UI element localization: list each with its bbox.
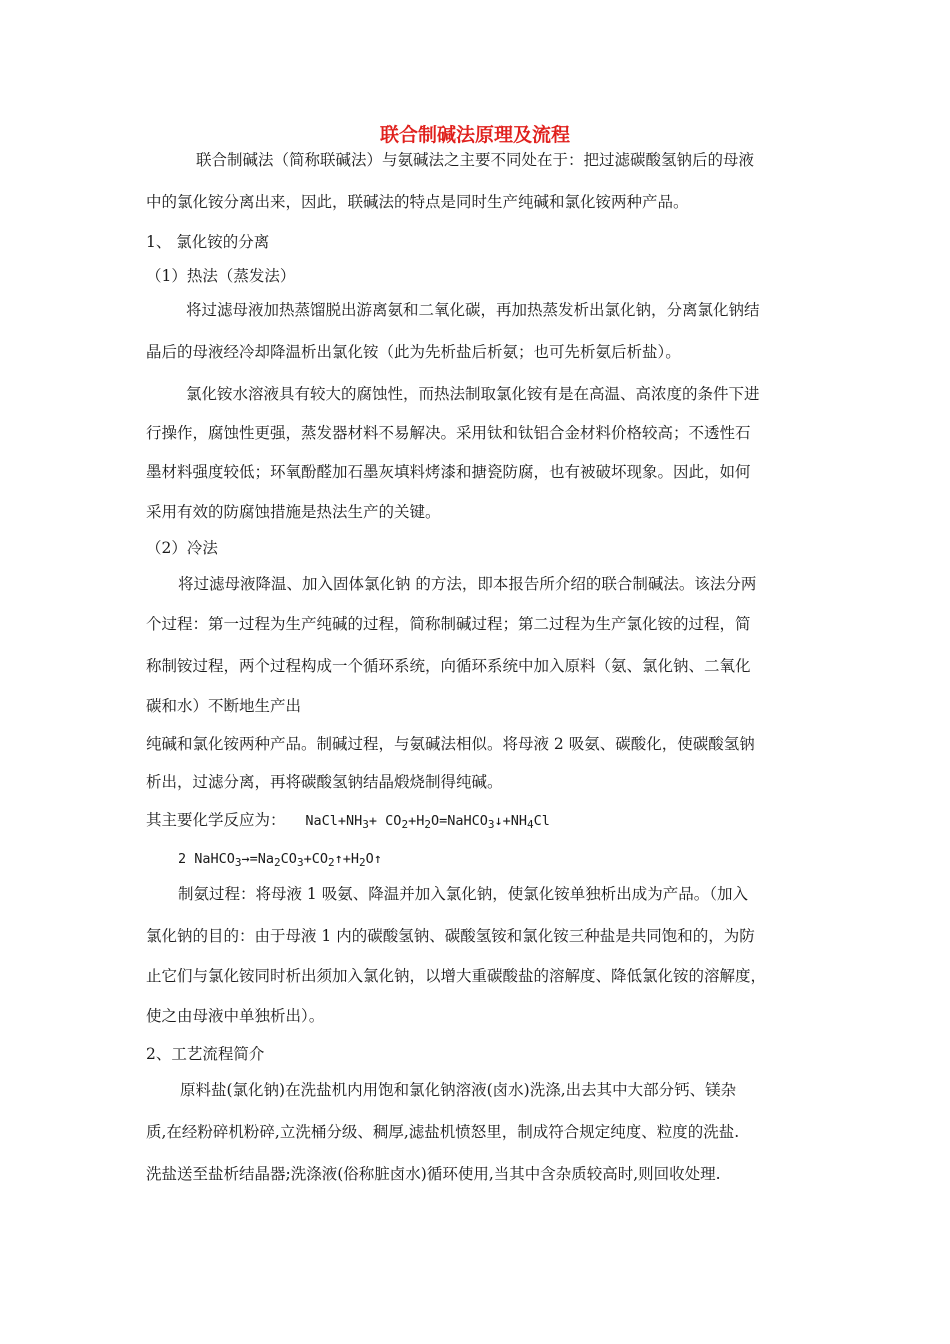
- paragraph-line: 纯碱和氯化铵两种产品。制碱过程，与氨碱法相似。将母液 2 吸氨、碳酸化，使碳酸氢钠: [146, 735, 755, 753]
- paragraph-line: 联合制碱法（简称联碱法）与氨碱法之主要不同处在于：把过滤碳酸氢钠后的母液: [196, 151, 755, 169]
- equation-2: 2 $NaHCO_3\to=Na_2CO_3+CO_2↑+H_2O↑$: [178, 851, 382, 869]
- equation-1: $NaCl+NH_3+$ $CO_2+H_2O=NaHCO_3↓+NH_4Cl$: [305, 813, 550, 831]
- paragraph-line: 采用有效的防腐蚀措施是热法生产的关键。: [146, 503, 441, 521]
- paragraph-line: 使之由母液中单独析出）。: [146, 1007, 325, 1025]
- section-heading: 1、 氯化铵的分离: [146, 233, 270, 251]
- paragraph-line: 墨材料强度较低；环氧酚醛加石墨灰填料烤漆和搪瓷防腐，也有被破坏现象。因此，如何: [146, 463, 751, 481]
- paragraph-line: 将过滤母液降温、加入固体氯化钠 的方法，即本报告所介绍的联合制碱法。该法分两: [178, 575, 757, 593]
- reaction-line-2: [178, 848, 382, 869]
- reaction-line-1: [146, 810, 550, 831]
- paragraph-line: 称制铵过程，两个过程构成一个循环系统，向循环系统中加入原料（氨、氯化钠、二氧化: [146, 657, 751, 675]
- paragraph-line: 洗盐送至盐析结晶器;洗涤液(俗称脏卤水)循环使用,当其中含杂质较高时,则回收处理.: [146, 1165, 721, 1183]
- paragraph-line: 制氨过程：将母液 1 吸氨、降温并加入氯化钠，使氯化铵单独析出成为产品。（加入: [178, 885, 748, 903]
- paragraph-line: 原料盐(氯化钠)在洗盐机内用饱和氯化钠溶液(卤水)洗涤,出去其中大部分钙、镁杂: [180, 1081, 737, 1099]
- paragraph-line: 碳和水）不断地生产出: [146, 697, 302, 715]
- paragraph-line: 中的氯化铵分离出来，因此，联碱法的特点是同时生产纯碱和氯化铵两种产品。: [146, 193, 689, 211]
- paragraph-line: 个过程：第一过程为生产纯碱的过程，简称制碱过程；第二过程为生产氯化铵的过程，简: [146, 615, 751, 633]
- subsection-heading: （2）冷法: [146, 539, 218, 557]
- page-title: 联合制碱法原理及流程: [379, 124, 570, 146]
- subsection-heading: （1）热法（蒸发法）: [146, 267, 296, 285]
- paragraph-line: 止它们与氯化铵同时析出须加入氯化钠，以增大重碳酸盐的溶解度、降低氯化铵的溶解度，: [146, 967, 767, 985]
- paragraph-line: 将过滤母液加热蒸馏脱出游离氨和二氧化碳，再加热蒸发析出氯化钠，分离氯化钠结: [186, 301, 760, 319]
- reaction-intro: 其主要化学反应为：: [146, 811, 286, 829]
- paragraph-line: 析出，过滤分离，再将碳酸氢钠结晶煅烧制得纯碱。: [146, 773, 503, 791]
- section-heading: 2、工艺流程简介: [146, 1045, 265, 1063]
- paragraph-line: 氯化铵水溶液具有较大的腐蚀性，而热法制取氯化铵有是在高温、高浓度的条件下进: [186, 385, 760, 403]
- paragraph-line: 氯化钠的目的：由于母液 1 内的碳酸氢钠、碳酸氢铵和氯化铵三种盐是共同饱和的，为防: [146, 927, 755, 945]
- paragraph-line: 行操作，腐蚀性更强，蒸发器材料不易解决。采用钛和钛铝合金材料价格较高；不透性石: [146, 424, 751, 442]
- paragraph-line: 质,在经粉碎机粉碎,立洗桶分级、稠厚,滤盐机愤怒里，制成符合规定纯度、粒度的洗盐.: [146, 1123, 740, 1141]
- paragraph-line: 晶后的母液经冷却降温析出氯化铵（此为先析盐后析氨；也可先析氨后析盐）。: [146, 343, 681, 361]
